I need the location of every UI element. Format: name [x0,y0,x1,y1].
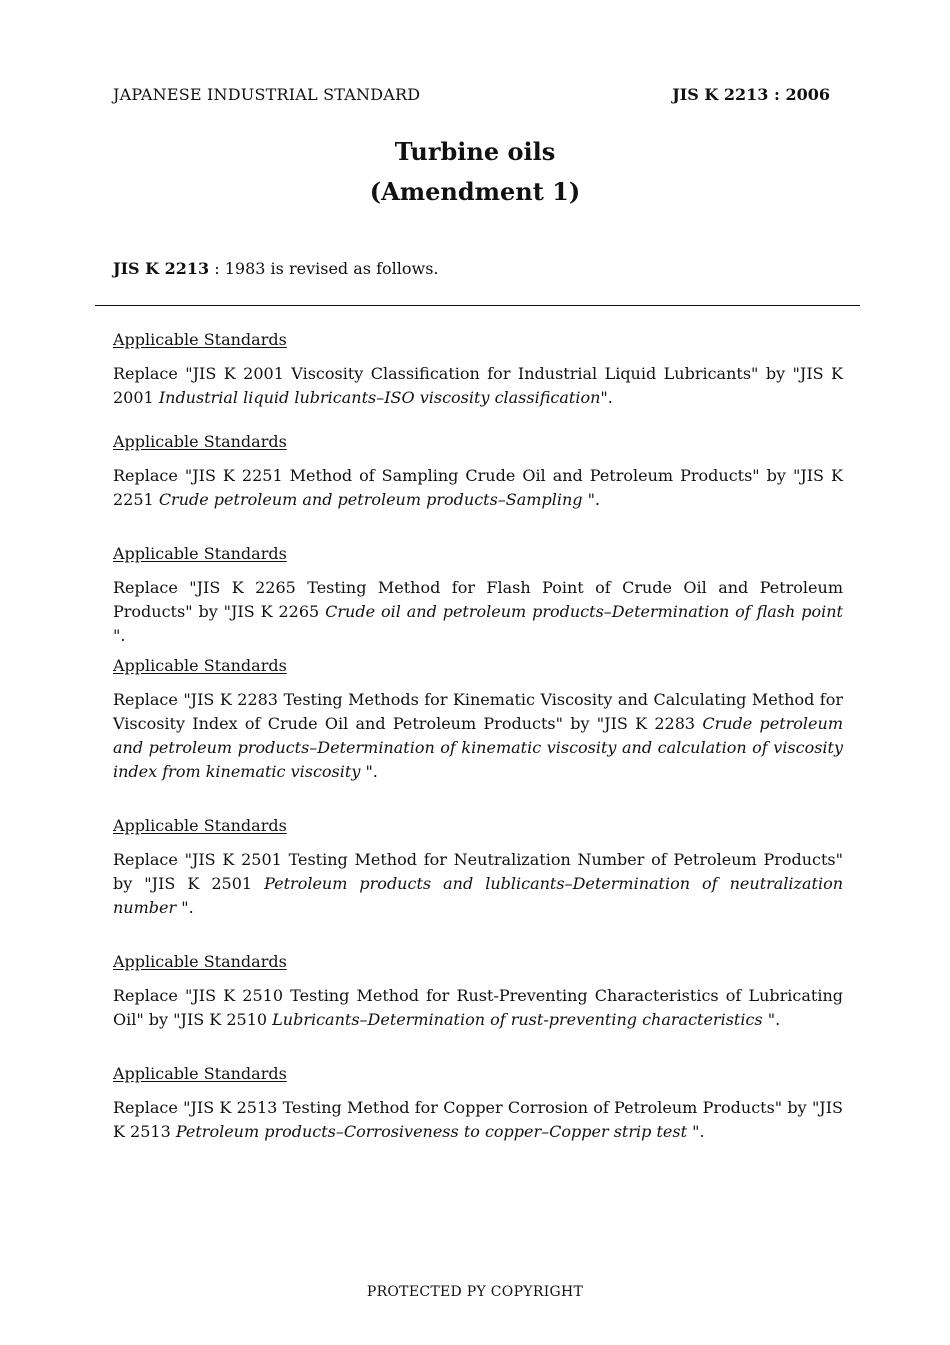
section-2 [113,430,843,512]
body-italic-title: Lubricants–Determination of rust-preventing characteristics [272,1010,763,1029]
body-text: Replace "JIS K 2265 Testing Method for Flash Point of Crude Oil and Petroleum Products" by "JIS K 2265 [113,578,843,621]
body-text: Replace "JIS K 2510 Testing Method for Rust-Preventing Characteristics of Lubricating Oil" by "JIS K 2510 [113,986,843,1029]
body-closing: ". [762,1010,781,1029]
body-text: Replace "JIS K 2001 Viscosity Classification for Industrial Liquid Lubricants" by "JIS K 2001 [113,364,843,407]
body-text: Replace "JIS K 2501 Testing Method for Neutralization Number of Petroleum Products" by "JIS K 2501 [113,850,843,893]
standard-type-header: JAPANESE INDUSTRIAL STANDARD [113,85,421,104]
body-text: Replace "JIS K 2513 Testing Method for Copper Corrosion of Petroleum Products" by "JIS K 2513 [113,1098,843,1141]
body-text: Replace "JIS K 2251 Method of Sampling Crude Oil and Petroleum Products" by "JIS K 2251 [113,466,843,509]
section-body [113,362,843,410]
section-body [113,848,843,920]
section-heading: Applicable Standards [113,816,287,835]
revision-statement [113,259,439,278]
section-body [113,464,843,512]
revision-code: JIS K 2213 [113,259,210,278]
body-italic-title: Petroleum products and lublicants–Determination of neutralization number [113,874,844,917]
body-closing: ". [582,490,601,509]
section-body [113,984,843,1032]
body-italic-title: Petroleum products–Corrosiveness to copper–Copper strip test [175,1122,687,1141]
divider [95,305,860,306]
body-italic-title: Crude oil and petroleum products–Determination of flash point [325,602,843,621]
body-closing: ". [360,762,378,781]
copyright-footer: PROTECTED PY COPYRIGHT [366,1284,584,1300]
body-closing: ". [113,626,126,645]
document-title: Turbine oils [394,137,556,166]
body-italic-title: Crude petroleum and petroleum products–Determination of kinematic viscosity and calculation of viscosity index from kinematic viscosity [113,714,843,781]
body-closing: ". [600,388,613,407]
section-heading: Applicable Standards [113,952,287,971]
body-text: Replace "JIS K 2283 Testing Methods for Kinematic Viscosity and Calculating Method for Viscosity Index of Crude Oil and Petroleum Products" by "JIS K 2283 [113,690,843,733]
section-5 [113,814,843,920]
body-italic-title: Crude petroleum and petroleum products–Sampling [158,490,583,509]
section-body [113,1096,843,1144]
section-1 [113,328,843,410]
section-heading: Applicable Standards [113,330,287,349]
section-6 [113,950,843,1032]
body-closing: ". [176,898,194,917]
section-heading: Applicable Standards [113,1064,287,1083]
document-subtitle: (Amendment 1) [369,177,581,206]
body-italic-title: Industrial liquid lubricants–ISO viscosity classification [158,388,601,407]
standard-number-header: JIS K 2213 : 2006 [672,85,830,104]
body-closing: ". [687,1122,705,1141]
section-body [113,688,843,784]
revision-text: : 1983 is revised as follows. [209,259,439,278]
section-4 [113,654,843,784]
section-heading: Applicable Standards [113,544,287,563]
section-heading: Applicable Standards [113,656,287,675]
section-7 [113,1062,843,1144]
section-body [113,576,843,648]
section-3 [113,542,843,648]
section-heading: Applicable Standards [113,432,287,451]
